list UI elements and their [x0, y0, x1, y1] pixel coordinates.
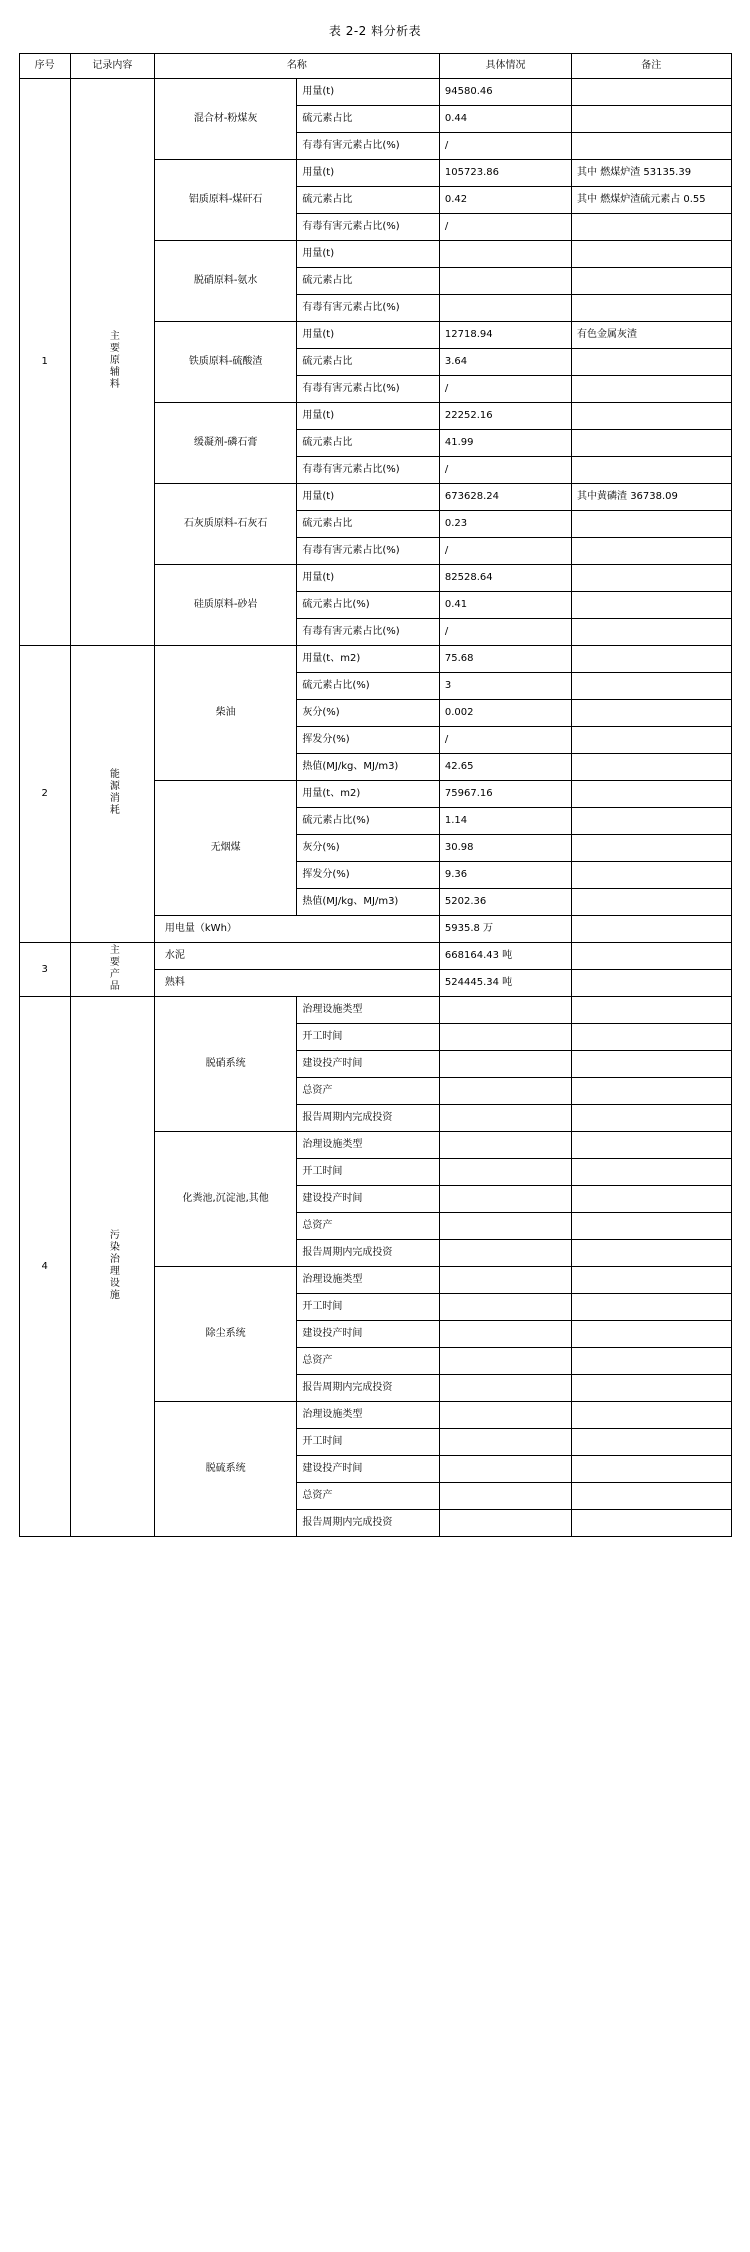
- cell-item-name: 报告周期内完成投资: [297, 1510, 440, 1537]
- cell-detail: 22252.16: [439, 403, 571, 430]
- cell-remark: [572, 1510, 731, 1537]
- cell-remark: [572, 943, 731, 970]
- cell-detail: [439, 1240, 571, 1267]
- cell-item-name: 有毒有害元素占比(%): [297, 295, 440, 322]
- cell-remark: [572, 781, 731, 808]
- cell-item-name: 用量(t): [297, 322, 440, 349]
- column-header-remark: 备注: [572, 54, 731, 79]
- cell-remark: [572, 349, 731, 376]
- cell-detail: [439, 241, 571, 268]
- column-header-name: 名称: [154, 54, 439, 79]
- cell-item-name: 用量(t、m2): [297, 646, 440, 673]
- cell-remark: [572, 862, 731, 889]
- cell-item-name: 硫元素占比: [297, 511, 440, 538]
- cell-record-content: [70, 943, 154, 997]
- cell-item-name: 总资产: [297, 1213, 440, 1240]
- cell-item-name: 有毒有害元素占比(%): [297, 457, 440, 484]
- cell-detail: [439, 268, 571, 295]
- cell-remark: [572, 214, 731, 241]
- cell-item-name: 有毒有害元素占比(%): [297, 214, 440, 241]
- table-row: [19, 646, 731, 673]
- cell-remark: [572, 1348, 731, 1375]
- cell-remark: [572, 1051, 731, 1078]
- cell-detail: 42.65: [439, 754, 571, 781]
- cell-detail: 41.99: [439, 430, 571, 457]
- cell-remark: [572, 538, 731, 565]
- cell-detail: 9.36: [439, 862, 571, 889]
- cell-detail: [439, 1213, 571, 1240]
- cell-detail: 1.14: [439, 808, 571, 835]
- page-title: 表 2-2 料分析表: [328, 24, 422, 38]
- cell-item-name: 用量(t): [297, 403, 440, 430]
- cell-detail: [439, 1105, 571, 1132]
- cell-detail: 12718.94: [439, 322, 571, 349]
- cell-item-name: 治理设施类型: [297, 1402, 440, 1429]
- cell-material-name: 脱硝原料-氨水: [154, 241, 297, 322]
- cell-item-name: 热值(MJ/kg、MJ/m3): [297, 754, 440, 781]
- cell-remark: [572, 376, 731, 403]
- cell-no: 4: [19, 997, 70, 1537]
- cell-remark: [572, 1132, 731, 1159]
- cell-detail: 5202.36: [439, 889, 571, 916]
- table-header: [19, 54, 731, 79]
- cell-remark: [572, 565, 731, 592]
- cell-remark: [572, 1186, 731, 1213]
- cell-item-name: 挥发分(%): [297, 727, 440, 754]
- cell-detail: [439, 1267, 571, 1294]
- cell-remark: [572, 295, 731, 322]
- cell-remark: [572, 727, 731, 754]
- cell-item-name: 开工时间: [297, 1294, 440, 1321]
- cell-material-name: 化粪池,沉淀池,其他: [154, 1132, 297, 1267]
- cell-material-name: 脱硝系统: [154, 997, 297, 1132]
- cell-item-name: 硫元素占比: [297, 106, 440, 133]
- table-header-row: [19, 54, 731, 79]
- cell-material-name: 柴油: [154, 646, 297, 781]
- cell-item-name: 总资产: [297, 1348, 440, 1375]
- cell-remark: [572, 997, 731, 1024]
- table-body: [19, 79, 731, 1537]
- cell-record-content: [70, 646, 154, 943]
- cell-material-name: 混合材-粉煤灰: [154, 79, 297, 160]
- cell-remark: [572, 1456, 731, 1483]
- cell-detail: [439, 1024, 571, 1051]
- cell-item-name: 用量(t、m2): [297, 781, 440, 808]
- cell-detail: 5935.8 万: [439, 916, 571, 943]
- record-content-label: 主要产品: [107, 943, 119, 992]
- cell-item-name: 硫元素占比(%): [297, 673, 440, 700]
- cell-detail: [439, 1186, 571, 1213]
- column-header-no: 序号: [19, 54, 70, 79]
- cell-item-name: 建设投产时间: [297, 1321, 440, 1348]
- cell-detail: 673628.24: [439, 484, 571, 511]
- cell-item-name: 开工时间: [297, 1429, 440, 1456]
- cell-item-name: 热值(MJ/kg、MJ/m3): [297, 889, 440, 916]
- cell-item-name: 硫元素占比(%): [297, 808, 440, 835]
- cell-detail: 82528.64: [439, 565, 571, 592]
- cell-remark: [572, 79, 731, 106]
- cell-item-name: 建设投产时间: [297, 1051, 440, 1078]
- cell-material-name: 铝质原料-煤矸石: [154, 160, 297, 241]
- column-header-record: 记录内容: [70, 54, 154, 79]
- cell-detail: [439, 295, 571, 322]
- cell-remark: [572, 1375, 731, 1402]
- cell-remark: [572, 808, 731, 835]
- cell-remark: [572, 1213, 731, 1240]
- cell-remark: [572, 1105, 731, 1132]
- cell-detail: 105723.86: [439, 160, 571, 187]
- cell-detail: 3.64: [439, 349, 571, 376]
- cell-detail: 30.98: [439, 835, 571, 862]
- cell-item-name: 灰分(%): [297, 835, 440, 862]
- cell-detail: [439, 1294, 571, 1321]
- cell-remark: [572, 1159, 731, 1186]
- cell-detail: 94580.46: [439, 79, 571, 106]
- cell-detail: 0.42: [439, 187, 571, 214]
- cell-material-name: 无烟煤: [154, 781, 297, 916]
- cell-material-name: 缓凝剂-磷石膏: [154, 403, 297, 484]
- cell-remark: [572, 430, 731, 457]
- cell-detail: [439, 997, 571, 1024]
- cell-item-name: 建设投产时间: [297, 1456, 440, 1483]
- cell-no: 2: [19, 646, 70, 943]
- cell-remark: [572, 403, 731, 430]
- cell-remark: [572, 970, 731, 997]
- cell-item-name: 开工时间: [297, 1159, 440, 1186]
- cell-item-name: 治理设施类型: [297, 997, 440, 1024]
- cell-remark: [572, 835, 731, 862]
- cell-detail: 524445.34 吨: [439, 970, 571, 997]
- cell-item-name: 报告周期内完成投资: [297, 1375, 440, 1402]
- table-row: [19, 997, 731, 1024]
- record-content-label: 主要原辅料: [107, 330, 119, 390]
- cell-remark: [572, 1429, 731, 1456]
- cell-item-name: 有毒有害元素占比(%): [297, 133, 440, 160]
- cell-record-content: [70, 997, 154, 1537]
- cell-detail: /: [439, 133, 571, 160]
- cell-detail: [439, 1321, 571, 1348]
- cell-item-name: 硫元素占比(%): [297, 592, 440, 619]
- cell-remark: [572, 133, 731, 160]
- cell-material-name: 熟料: [154, 970, 439, 997]
- cell-detail: 0.41: [439, 592, 571, 619]
- cell-remark: [572, 754, 731, 781]
- cell-detail: [439, 1051, 571, 1078]
- cell-detail: [439, 1456, 571, 1483]
- cell-remark: [572, 646, 731, 673]
- cell-remark: 其中 燃煤炉渣 53135.39: [572, 160, 731, 187]
- cell-remark: [572, 1321, 731, 1348]
- cell-remark: [572, 1267, 731, 1294]
- cell-no: 3: [19, 943, 70, 997]
- cell-item-name: 用量(t): [297, 565, 440, 592]
- cell-item-name: 开工时间: [297, 1024, 440, 1051]
- table-row: [19, 943, 731, 970]
- cell-remark: [572, 1024, 731, 1051]
- cell-detail: /: [439, 376, 571, 403]
- cell-item-name: 总资产: [297, 1483, 440, 1510]
- cell-item-name: 有毒有害元素占比(%): [297, 538, 440, 565]
- cell-remark: [572, 106, 731, 133]
- cell-detail: 75.68: [439, 646, 571, 673]
- cell-item-name: 报告周期内完成投资: [297, 1240, 440, 1267]
- cell-detail: [439, 1132, 571, 1159]
- cell-detail: 0.44: [439, 106, 571, 133]
- column-header-detail: 具体情况: [439, 54, 571, 79]
- cell-detail: /: [439, 727, 571, 754]
- material-analysis-table: [19, 53, 732, 1537]
- cell-item-name: 报告周期内完成投资: [297, 1105, 440, 1132]
- cell-detail: 668164.43 吨: [439, 943, 571, 970]
- record-content-label: 能源消耗: [107, 768, 119, 816]
- cell-detail: [439, 1402, 571, 1429]
- cell-detail: /: [439, 214, 571, 241]
- cell-detail: [439, 1348, 571, 1375]
- cell-item-name: 有毒有害元素占比(%): [297, 619, 440, 646]
- cell-item-name: 建设投产时间: [297, 1186, 440, 1213]
- cell-remark: [572, 889, 731, 916]
- cell-item-name: 硫元素占比: [297, 349, 440, 376]
- cell-remark: [572, 916, 731, 943]
- cell-item-name: 治理设施类型: [297, 1132, 440, 1159]
- cell-remark: [572, 1078, 731, 1105]
- cell-detail: [439, 1483, 571, 1510]
- cell-remark: [572, 673, 731, 700]
- cell-remark: [572, 619, 731, 646]
- cell-material-name: 水泥: [154, 943, 439, 970]
- cell-item-name: 总资产: [297, 1078, 440, 1105]
- cell-remark: [572, 457, 731, 484]
- cell-remark: [572, 700, 731, 727]
- cell-remark: [572, 268, 731, 295]
- cell-item-name: 用量(t): [297, 484, 440, 511]
- cell-detail: 0.23: [439, 511, 571, 538]
- cell-item-name: 有毒有害元素占比(%): [297, 376, 440, 403]
- cell-item-name: 灰分(%): [297, 700, 440, 727]
- cell-material-name: 铁质原料-硫酸渣: [154, 322, 297, 403]
- cell-item-name: 治理设施类型: [297, 1267, 440, 1294]
- cell-remark: [572, 511, 731, 538]
- record-content-label: 污染治理设施: [107, 1228, 119, 1301]
- cell-item-name: 硫元素占比: [297, 268, 440, 295]
- cell-detail: 3: [439, 673, 571, 700]
- cell-remark: 其中黄磷渣 36738.09: [572, 484, 731, 511]
- cell-detail: [439, 1429, 571, 1456]
- cell-detail: [439, 1375, 571, 1402]
- cell-detail: [439, 1510, 571, 1537]
- cell-material-name: 石灰质原料-石灰石: [154, 484, 297, 565]
- cell-detail: [439, 1159, 571, 1186]
- cell-material-name: 用电量（kWh）: [154, 916, 439, 943]
- cell-record-content: [70, 79, 154, 646]
- cell-remark: [572, 592, 731, 619]
- cell-no: 1: [19, 79, 70, 646]
- cell-remark: [572, 1240, 731, 1267]
- cell-item-name: 用量(t): [297, 79, 440, 106]
- cell-remark: [572, 241, 731, 268]
- cell-material-name: 脱硫系统: [154, 1402, 297, 1537]
- cell-item-name: 硫元素占比: [297, 430, 440, 457]
- cell-material-name: 硅质原料-砂岩: [154, 565, 297, 646]
- cell-remark: [572, 1294, 731, 1321]
- cell-remark: 有色金属灰渣: [572, 322, 731, 349]
- cell-detail: [439, 1078, 571, 1105]
- cell-detail: /: [439, 619, 571, 646]
- cell-item-name: 挥发分(%): [297, 862, 440, 889]
- cell-detail: 0.002: [439, 700, 571, 727]
- cell-detail: 75967.16: [439, 781, 571, 808]
- table-row: [19, 79, 731, 106]
- cell-detail: /: [439, 457, 571, 484]
- cell-material-name: 除尘系统: [154, 1267, 297, 1402]
- cell-remark: [572, 1402, 731, 1429]
- cell-item-name: 用量(t): [297, 160, 440, 187]
- cell-remark: [572, 1483, 731, 1510]
- cell-remark: 其中 燃煤炉渣硫元素占 0.55: [572, 187, 731, 214]
- cell-item-name: 用量(t): [297, 241, 440, 268]
- cell-item-name: 硫元素占比: [297, 187, 440, 214]
- cell-detail: /: [439, 538, 571, 565]
